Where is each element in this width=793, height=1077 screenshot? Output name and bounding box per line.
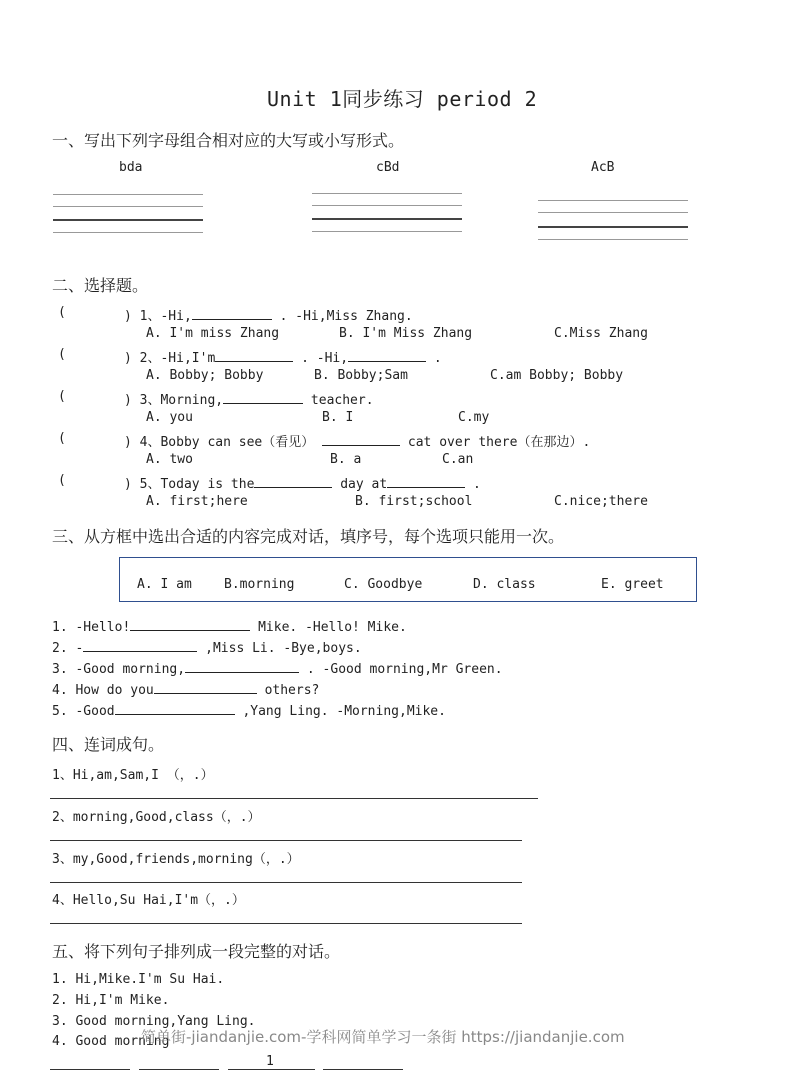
q3-option-b: B. I: [322, 410, 354, 425]
q4-option-b: B. a: [330, 452, 362, 467]
q1-blank[interactable]: [192, 307, 272, 320]
q4-blank[interactable]: [322, 433, 400, 446]
q4-option-c: C.an: [442, 452, 474, 467]
word-bank-option-e: E. greet: [601, 577, 664, 592]
reorder-prompt-1: 1、Hi,am,Sam,I （，.）: [52, 768, 214, 783]
letter-group-1: bda: [119, 160, 143, 175]
order-blank-4[interactable]: [323, 1069, 403, 1070]
section1-heading: 一、写出下列字母组合相对应的大写或小写形式。: [52, 131, 405, 150]
section4-heading: 四、连词成句。: [52, 735, 165, 754]
section2-heading: 二、选择题。: [52, 276, 149, 295]
dialogue-blank-2[interactable]: [83, 639, 197, 652]
q5-blank-2[interactable]: [387, 475, 465, 488]
watermark: 简单街-jiandanjie.com-学科网简单学习一条街 https://jiandanjie.com: [141, 1028, 625, 1046]
q3-stem: ) 3、Morning, teacher.: [124, 393, 374, 408]
section3-heading: 三、从方框中选出合适的内容完成对话，填序号，每个选项只能用一次。: [52, 527, 565, 546]
q1-stem: ) 1、-Hi, . -Hi,Miss Zhang.: [124, 309, 413, 324]
q5-blank-1[interactable]: [254, 475, 332, 488]
q5-paren: (: [58, 473, 66, 488]
q5-option-b: B. first;school: [355, 494, 473, 509]
dialogue-line-4: 4. How do you others?: [52, 683, 320, 698]
q2-paren: (: [58, 347, 66, 362]
dialogue-sentence-1: 1. Hi,Mike.I'm Su Hai.: [52, 972, 225, 987]
answer-line-3[interactable]: [50, 882, 522, 883]
q2-option-b: B. Bobby;Sam: [314, 368, 408, 383]
order-blank-3[interactable]: [228, 1069, 315, 1070]
q3-paren: (: [58, 389, 66, 404]
section5-heading: 五、将下列句子排列成一段完整的对话。: [52, 942, 341, 961]
dialogue-sentence-3: 3. Good morning,Yang Ling.: [52, 1014, 256, 1029]
dialogue-sentence-2: 2. Hi,I'm Mike.: [52, 993, 170, 1008]
q2-stem: ) 2、-Hi,I'm . -Hi, .: [124, 351, 442, 366]
dialogue-blank-4[interactable]: [154, 681, 257, 694]
q4-option-a: A. two: [146, 452, 193, 467]
reorder-prompt-3: 3、my,Good,friends,morning（，.）: [52, 852, 300, 867]
q5-option-a: A. first;here: [146, 494, 248, 509]
q2-blank-1[interactable]: [215, 349, 293, 362]
dialogue-line-2: 2. - ,Miss Li. -Bye,boys.: [52, 641, 362, 656]
reorder-prompt-4: 4、Hello,Su Hai,I'm（，.）: [52, 893, 245, 908]
word-bank-option-a: A. I am: [137, 577, 192, 592]
word-bank-option-c: C. Goodbye: [344, 577, 423, 592]
dialogue-line-1: 1. -Hello! Mike. -Hello! Mike.: [52, 620, 407, 635]
q1-option-a: A. I'm miss Zhang: [146, 326, 280, 341]
page-title: Unit 1同步练习 period 2: [267, 87, 538, 111]
order-blank-1[interactable]: [50, 1069, 130, 1070]
q1-paren: (: [58, 305, 66, 320]
q1-option-b: B. I'm Miss Zhang: [339, 326, 473, 341]
answer-line-1[interactable]: [50, 798, 538, 799]
order-blank-2[interactable]: [139, 1069, 219, 1070]
dialogue-line-5: 5. -Good ,Yang Ling. -Morning,Mike.: [52, 704, 446, 719]
answer-line-4[interactable]: [50, 923, 522, 924]
dialogue-blank-5[interactable]: [115, 702, 235, 715]
answer-line-2[interactable]: [50, 840, 522, 841]
reorder-prompt-2: 2、morning,Good,class（，.）: [52, 810, 261, 825]
dialogue-sentence-4: 4. Good morning: [52, 1034, 170, 1049]
q5-stem: ) 5、Today is the day at .: [124, 477, 481, 492]
letter-group-3: AcB: [591, 160, 615, 175]
dialogue-line-3: 3. -Good morning, . -Good morning,Mr Green.: [52, 662, 503, 677]
q3-option-a: A. you: [146, 410, 193, 425]
q5-option-c: C.nice;there: [554, 494, 648, 509]
word-bank-option-d: D. class: [473, 577, 536, 592]
dialogue-blank-3[interactable]: [185, 660, 299, 673]
q3-blank[interactable]: [223, 391, 303, 404]
page-number: 1: [266, 1054, 274, 1069]
q1-option-c: C.Miss Zhang: [554, 326, 648, 341]
letter-group-2: cBd: [376, 160, 400, 175]
q4-paren: (: [58, 431, 66, 446]
q2-blank-2[interactable]: [348, 349, 426, 362]
q2-option-c: C.am Bobby; Bobby: [490, 368, 624, 383]
q3-option-c: C.my: [458, 410, 490, 425]
q2-option-a: A. Bobby; Bobby: [146, 368, 264, 383]
q4-stem: ) 4、Bobby can see（看见） cat over there（在那边）.: [124, 435, 591, 450]
dialogue-blank-1[interactable]: [130, 618, 250, 631]
word-bank-option-b: B.morning: [224, 577, 295, 592]
